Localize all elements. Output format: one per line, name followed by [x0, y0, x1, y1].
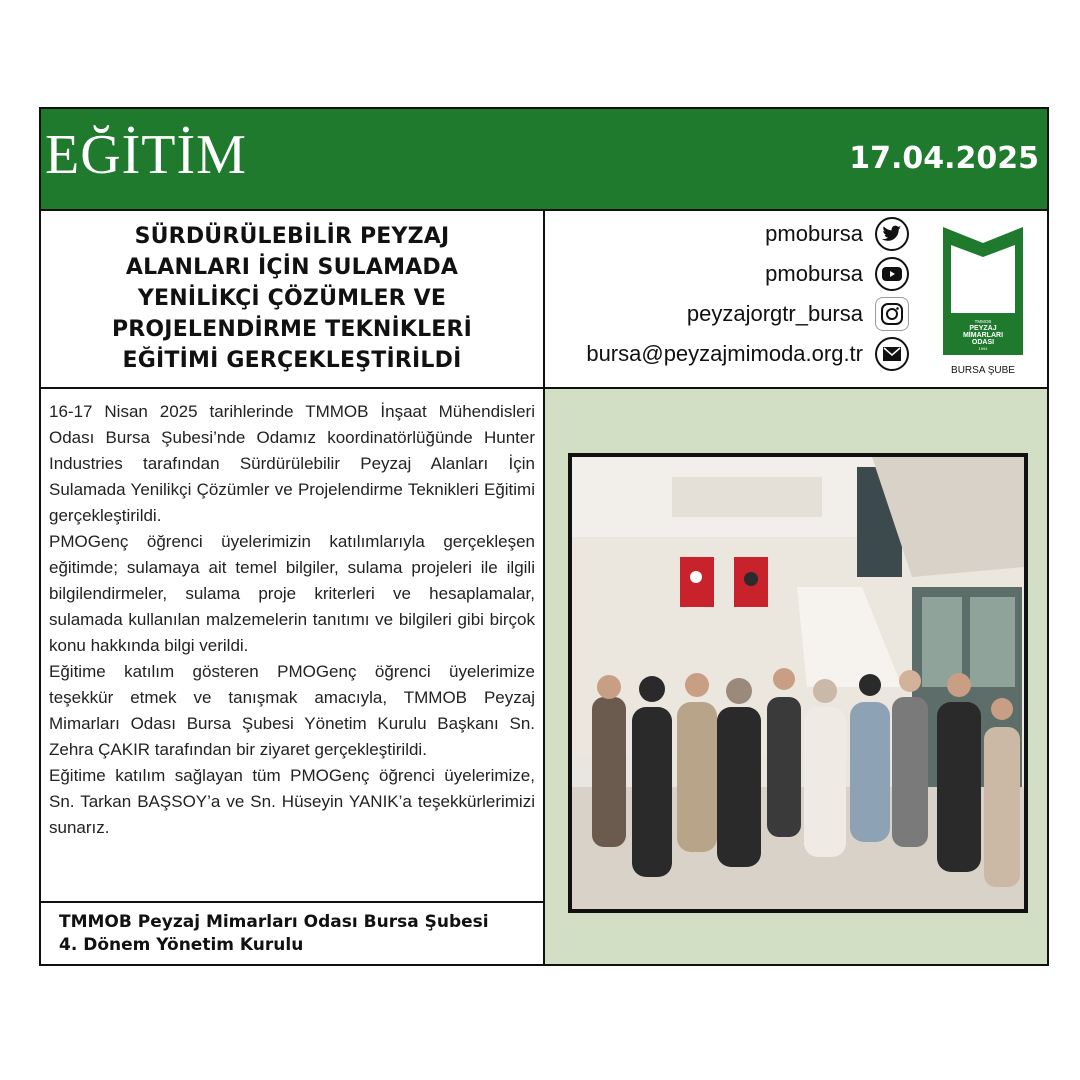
- logo-line-1: PEYZAJ: [969, 325, 997, 332]
- mail-icon: [875, 337, 909, 371]
- email-address: bursa@peyzajmimoda.org.tr: [586, 341, 863, 366]
- contact-instagram[interactable]: [687, 297, 909, 331]
- paragraph-2: PMOGenç öğrenci üyelerimizin katılımlarıyla gerçekleşen eğitimde; sulamaya ait temel bilgiler, sulama projeleri ile ilgili bilgilendirmeler, sulama proje kriterleri ve hesaplamalar, sulamada kullanılan malzemelerin tanıtımı ve bilgileri gibi birçok konu hakkında bilgi verildi.: [49, 532, 535, 655]
- instagram-handle: peyzajorgtr_bursa: [686, 301, 863, 326]
- twitter-icon: [875, 217, 909, 251]
- contact-box: [545, 209, 1047, 389]
- date-label: 17.04.2025: [849, 141, 1039, 176]
- signature-footer: [41, 903, 545, 964]
- paragraph-3: Eğitime katılım gösteren PMOGenç öğrenci üyelerimize teşekkür etmek ve tanışmak amacıyla, TMMOB Peyzaj Mimarları Odası Bursa Şubesi Yönetim Kurulu Başkanı Sn. Zehra ÇAKIR tarafından bir ziyaret gerçekleştirildi.: [49, 662, 535, 759]
- headline-box: [41, 209, 545, 389]
- contact-email[interactable]: [586, 337, 909, 371]
- page-title: EĞİTİM: [45, 124, 247, 186]
- logo-line-2: MİMARLARI: [962, 332, 1004, 339]
- chamber-logo: [941, 221, 1025, 381]
- paragraph-1: 16-17 Nisan 2025 tarihlerinde TMMOB İnşaat Mühendisleri Odası Bursa Şubesi’nde Odamız koordinatörlüğünde Hunter Industries tarafından Sürdürülebilir Peyzaj Alanları İçin Sulamada Yenilikçi Çözümler ve Projelendirme Teknikleri Eğitimi gerçekleştirildi.: [49, 402, 535, 525]
- header-bar: [41, 109, 1047, 211]
- contact-youtube[interactable]: [765, 257, 909, 291]
- youtube-icon: [875, 257, 909, 291]
- body-text: [41, 389, 545, 903]
- footer-line-1: TMMOB Peyzaj Mimarları Odası Bursa Şubesi: [59, 912, 489, 932]
- logo-branch: BURSA ŞUBE: [951, 365, 1015, 376]
- paragraph-4: Eğitime katılım sağlayan tüm PMOGenç öğrenci üyelerimize, Sn. Tarkan BAŞSOY’a ve Sn. Hüseyin YANIK’a teşekkürlerimizi sunarız.: [49, 766, 535, 837]
- headline: SÜRDÜRÜLEBİLİR PEYZAJ ALANLARI İÇİN SULAMADA YENİLİKÇİ ÇÖZÜMLER VE PROJELENDİRME TEKNİKLERİ EĞİTİMİ GERÇEKLEŞTİRİLDİ: [111, 223, 473, 373]
- logo-small-text: TMMOB: [974, 319, 992, 324]
- logo-year: 1994: [978, 346, 988, 351]
- footer-line-2: 4. Dönem Yönetim Kurulu: [59, 935, 304, 955]
- poster-frame: [39, 107, 1049, 966]
- contact-twitter[interactable]: [765, 217, 909, 251]
- logo-line-3: ODASI: [971, 339, 995, 346]
- group-photo: [568, 453, 1028, 913]
- twitter-handle: pmobursa: [765, 221, 863, 246]
- youtube-handle: pmobursa: [765, 261, 863, 286]
- instagram-icon: [875, 297, 909, 331]
- photo-panel: [545, 389, 1047, 964]
